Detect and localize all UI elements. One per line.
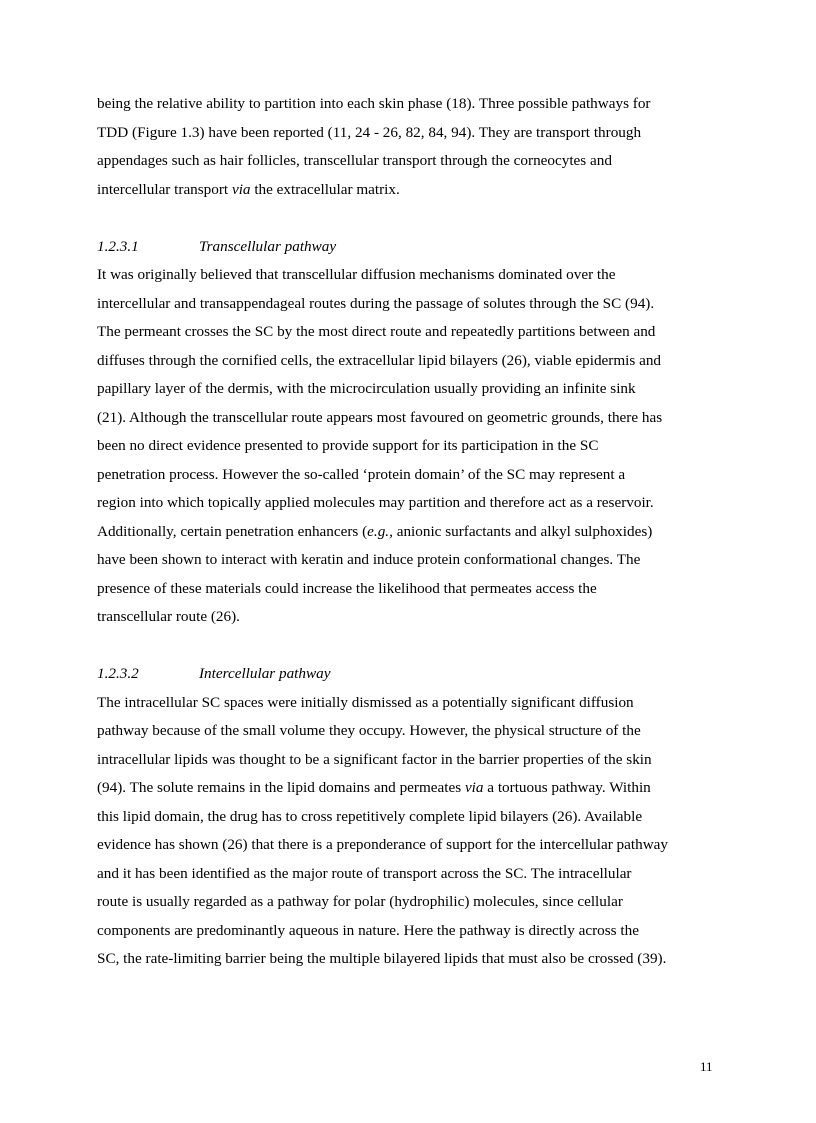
text-line: been no direct evidence presented to provide support for its participation in the SC — [97, 437, 599, 454]
text-run: intercellular transport — [97, 180, 232, 198]
text-line: pathway because of the small volume they occupy. However, the physical structure of the — [97, 722, 641, 739]
text-line: It was originally believed that transcellular diffusion mechanisms dominated over the — [97, 266, 616, 283]
text-line: The intracellular SC spaces were initially dismissed as a potentially significant diffusion — [97, 693, 634, 711]
text-line: region into which topically applied molecules may partition and therefore act as a reservoir. — [97, 494, 654, 511]
paragraph-gap — [97, 632, 722, 661]
italic-run: e.g., — [367, 522, 393, 540]
text-line: components are predominantly aqueous in nature. Here the pathway is directly across the — [97, 921, 639, 939]
text-line: (21). Although the transcellular route appears most favoured on geometric grounds, there has — [97, 408, 663, 426]
text-run: (94). The solute remains in the lipid domains and permeates — [97, 779, 465, 796]
section-transcellular — [97, 233, 722, 632]
section-heading — [97, 660, 722, 689]
text-line: being the relative ability to partition into each skin phase (18). Three possible pathways for — [97, 95, 651, 112]
text-run: anionic surfactants and alkyl sulphoxides) — [392, 522, 653, 540]
text-line: transcellular route (26). — [97, 608, 240, 625]
text-line: SC, the rate-limiting barrier being the multiple bilayered lipids that must also be crossed (39). — [97, 950, 667, 967]
section-title: Transcellular pathway — [199, 237, 337, 255]
text-line: papillary layer of the dermis, with the microcirculation usually providing an infinite sink — [97, 380, 636, 397]
intro-paragraph — [97, 90, 722, 204]
section-title: Intercellular pathway — [199, 665, 331, 682]
text-line: penetration process. However the so-called ‘protein domain’ of the SC may represent a — [97, 465, 626, 483]
text-line: TDD (Figure 1.3) have been reported (11, 24 - 26, 82, 84, 94). They are transport through — [97, 123, 642, 141]
text-line: appendages such as hair follicles, transcellular transport through the corneocytes and — [97, 152, 612, 169]
text-line: and it has been identified as the major route of transport across the SC. The intracellular — [97, 864, 632, 882]
text-line: evidence has shown (26) that there is a preponderance of support for the intercellular pathway — [97, 836, 668, 853]
text-line — [97, 774, 722, 803]
text-line: this lipid domain, the drug has to cross repetitively complete lipid bilayers (26). Available — [97, 807, 643, 825]
section-heading — [97, 233, 722, 262]
italic-run: via — [464, 779, 484, 796]
text-line — [97, 518, 722, 547]
text-line: diffuses through the cornified cells, the extracellular lipid bilayers (26), viable epidermis and — [97, 351, 662, 369]
document-body — [97, 90, 722, 974]
text-run: Additionally, certain penetration enhancers ( — [97, 522, 368, 540]
text-line: route is usually regarded as a pathway for polar (hydrophilic) molecules, since cellular — [97, 893, 623, 910]
section-number: 1.2.3.1 — [97, 237, 139, 255]
text-line: The permeant crosses the SC by the most direct route and repeatedly partitions between and — [97, 323, 656, 340]
text-run: a tortuous pathway. Within — [483, 779, 651, 796]
paragraph-gap — [97, 204, 722, 233]
text-line: presence of these materials could increase the likelihood that permeates access the — [97, 579, 597, 597]
section-number: 1.2.3.2 — [97, 665, 139, 682]
text-line — [97, 176, 722, 205]
italic-run: via — [231, 180, 251, 198]
text-line: intracellular lipids was thought to be a significant factor in the barrier properties of the skin — [97, 750, 652, 768]
text-line: have been shown to interact with keratin and induce protein conformational changes. The — [97, 551, 641, 568]
text-line: intercellular and transappendageal routes during the passage of solutes through the SC (94). — [97, 294, 655, 312]
section-intercellular — [97, 660, 722, 974]
page-number: 11 — [700, 1059, 713, 1074]
text-run: the extracellular matrix. — [250, 180, 400, 198]
